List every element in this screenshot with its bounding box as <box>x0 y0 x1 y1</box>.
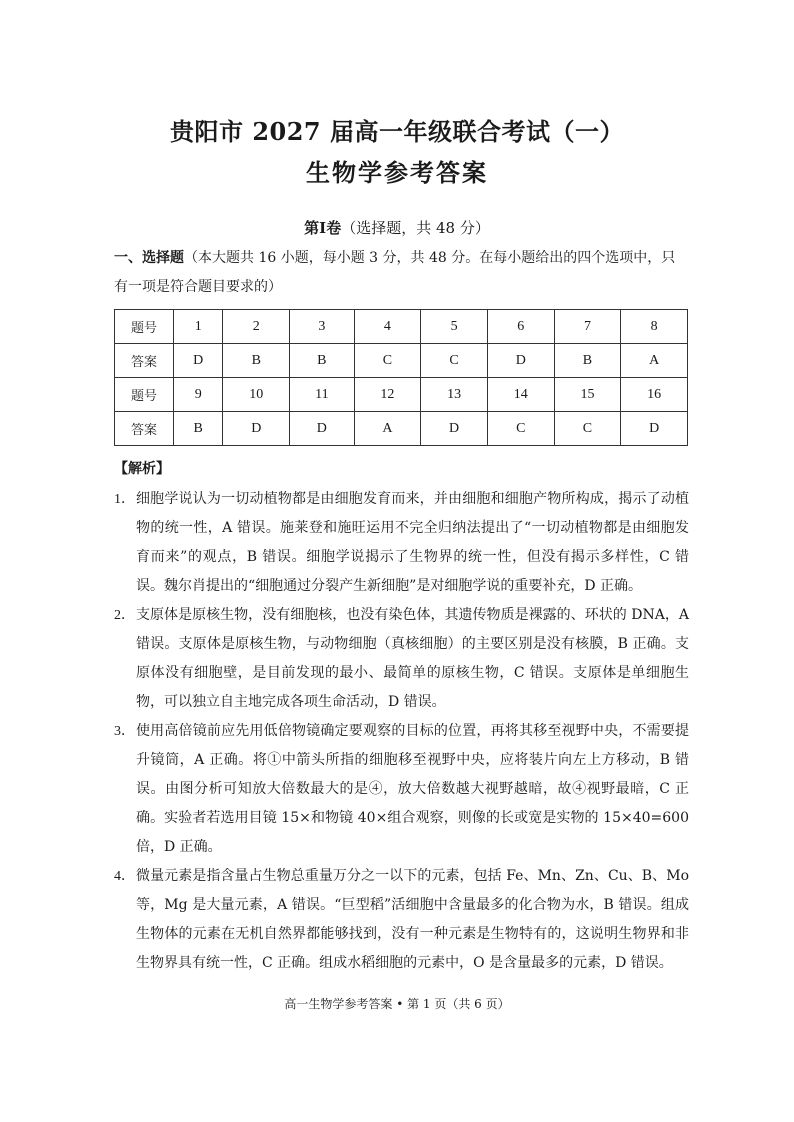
analysis-item <box>114 485 689 601</box>
analysis-item-text: 支原体是原核生物，没有细胞核，也没有染色体，其遗传物质是裸露的、环状的 DNA，A 错误。支原体是原核生物，与动物细胞（真核细胞）的主要区别是没有核膜，B 正确。支原体没有细胞壁，是目前发现的最小、最简单的原核生物，C 错误。支原体是单细胞生物，可以独立自主地完成各项生命活动，D 错误。 <box>136 607 689 710</box>
analysis-item-number: 4． <box>114 869 135 884</box>
analysis-item <box>114 601 689 717</box>
answer-table-cell: 2 <box>223 310 290 344</box>
answer-table-cell: C <box>554 412 621 446</box>
answer-table-cell: 11 <box>290 378 354 412</box>
answer-table-cell: 6 <box>487 310 554 344</box>
answer-table-cell: D <box>421 412 488 446</box>
answer-table-cell: C <box>354 344 421 378</box>
answer-table-row <box>115 344 688 378</box>
answer-table-cell: 15 <box>554 378 621 412</box>
answer-table-row-header: 答案 <box>115 344 174 378</box>
answer-table-cell: B <box>290 344 354 378</box>
exam-title: 贵阳市 2027 届高一年级联合考试（一） <box>169 117 624 146</box>
answer-table-row-header: 答案 <box>115 412 174 446</box>
answer-table-cell: C <box>487 412 554 446</box>
section-volume-label: 第Ⅰ卷 <box>304 219 342 237</box>
answer-table-row-header: 题号 <box>115 378 174 412</box>
answer-table-cell: D <box>621 412 688 446</box>
section-description: （选择题，共 48 分） <box>341 219 490 237</box>
page-footer: 高一生物学参考答案 • 第 1 页（共 6 页） <box>284 997 510 1011</box>
answer-table-cell: B <box>554 344 621 378</box>
answer-table-cell: 14 <box>487 378 554 412</box>
question-type-instructions: （本大题共 16 小题，每小题 3 分，共 48 分。在每小题给出的四个选项中，只有一项是符合题目要求的） <box>114 250 676 295</box>
question-type-label: 一、选择题 <box>114 250 184 266</box>
answer-table-cell: D <box>487 344 554 378</box>
answer-table-cell: 4 <box>354 310 421 344</box>
analysis-item-text: 微量元素是指含量占生物总重量万分之一以下的元素，包括 Fe、Mn、Zn、Cu、B、Mo 等，Mg 是大量元素，A 错误。“巨型稻”活细胞中含量最多的化合物为水，B 错误。组成生物体的元素在无机自然界都能够找到，没有一种元素是生物特有的，这说明生物界和非生物界具有统一性，C 正确。组成水稻细胞的元素中，O 是含量最多的元素，D 错误。 <box>136 868 689 971</box>
answer-table-row <box>115 378 688 412</box>
analysis-item <box>114 717 689 862</box>
answer-table-cell: A <box>621 344 688 378</box>
answer-table-cell: D <box>174 344 223 378</box>
answer-table-row-header: 题号 <box>115 310 174 344</box>
answer-table-cell: B <box>223 344 290 378</box>
analysis-item-text: 细胞学说认为一切动植物都是由细胞发育而来，并由细胞和细胞产物所构成，揭示了动植物的统一性，A 错误。施莱登和施旺运用不完全归纳法提出了“一切动植物都是由细胞发育而来”的观点，B 错误。细胞学说揭示了生物界的统一性，但没有揭示多样性，C 错误。魏尔肖提出的“细胞通过分裂产生新细胞”是对细胞学说的重要补充，D 正确。 <box>136 491 689 594</box>
analysis-item-number: 3． <box>114 724 135 739</box>
answer-table-cell: C <box>421 344 488 378</box>
answer-table-cell: 12 <box>354 378 421 412</box>
answer-table-cell: B <box>174 412 223 446</box>
analysis-item <box>114 862 689 978</box>
answer-table-cell: D <box>290 412 354 446</box>
answer-table <box>114 309 688 446</box>
answer-table-cell: 1 <box>174 310 223 344</box>
answer-table-cell: 10 <box>223 378 290 412</box>
answer-table-cell: A <box>354 412 421 446</box>
analysis-item-number: 2． <box>114 608 135 623</box>
answer-table-cell: 7 <box>554 310 621 344</box>
analysis-list <box>114 485 689 978</box>
answer-table-cell: D <box>223 412 290 446</box>
answer-table-cell: 3 <box>290 310 354 344</box>
analysis-item-number: 1． <box>114 492 135 507</box>
answer-table-cell: 13 <box>421 378 488 412</box>
answer-table-row <box>115 310 688 344</box>
answer-table-cell: 16 <box>621 378 688 412</box>
answer-table-cell: 9 <box>174 378 223 412</box>
answer-table-cell: 5 <box>421 310 488 344</box>
section-title <box>0 217 794 238</box>
answer-table-cell: 8 <box>621 310 688 344</box>
question-type-intro <box>114 244 684 302</box>
analysis-item-text: 使用高倍镜前应先用低倍物镜确定要观察的目标的位置，再将其移至视野中央，不需要提升镜筒，A 正确。将①中箭头所指的细胞移至视野中央，应将装片向左上方移动，B 错误。由图分析可知放大倍数最大的是④，放大倍数越大视野越暗，故④视野最暗，C 正确。实验者若选用目镜 15×和物镜 40×组合观察，则像的长或宽是实物的 15×40=600 倍，D 正确。 <box>136 723 689 855</box>
answer-table-row <box>115 412 688 446</box>
document-title: 生物学参考答案 <box>306 158 488 187</box>
analysis-heading: 【解析】 <box>114 461 170 477</box>
